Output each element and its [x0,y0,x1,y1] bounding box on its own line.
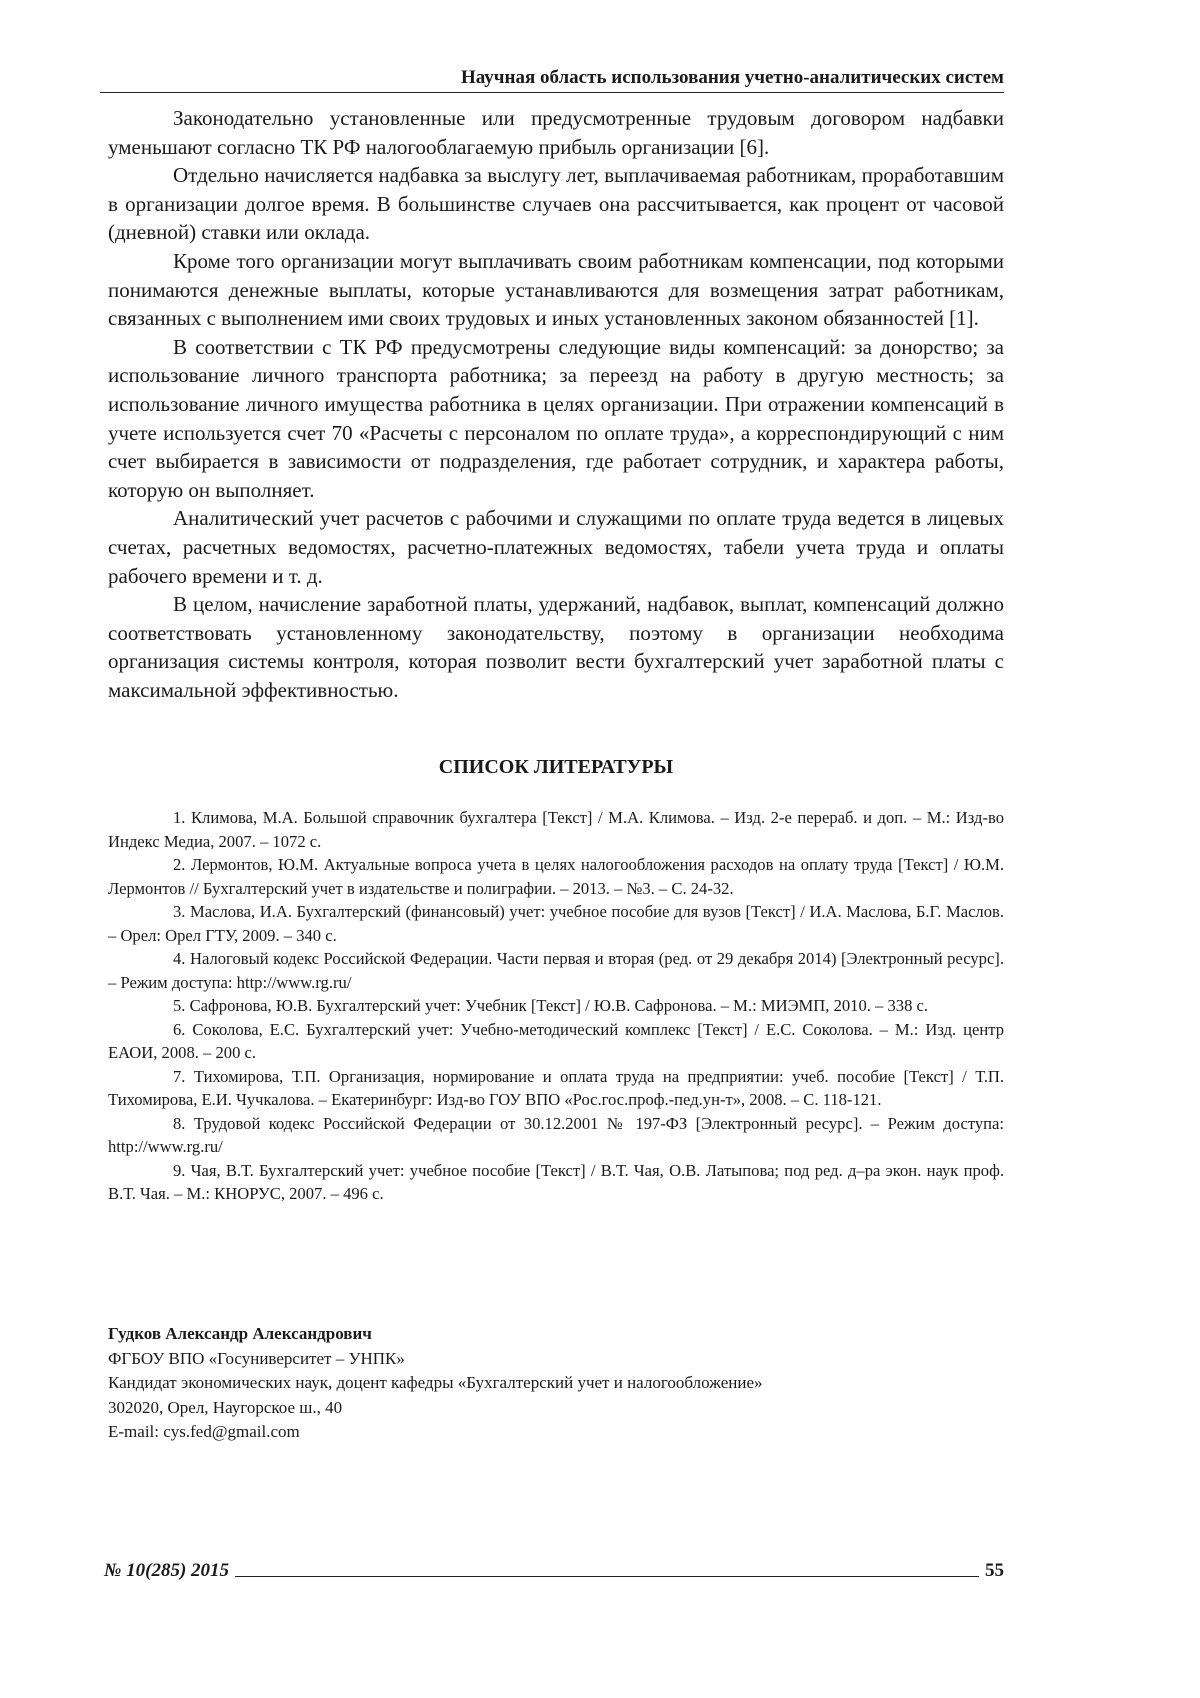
paragraph: Отдельно начисляется надбавка за выслугу лет, выплачиваемая работникам, проработавшим в организации долгое время. В большинстве случаев она рассчитывается, как процент от часовой (дневной) ставки или оклада. [108,161,1004,247]
page-number: 55 [985,1560,1004,1582]
reference-item: 6. Соколова, Е.С. Бухгалтерский учет: Учебно-методический комплекс [Текст] / Е.С. Соколова. – М.: Изд. центр ЕАОИ, 2008. – 200 с. [108,1018,1004,1065]
reference-item: 1. Климова, М.А. Большой справочник бухгалтера [Текст] / М.А. Климова. – Изд. 2-е перераб. и доп. – М.: Изд-во Индекс Медиа, 2007. – 1072 с. [108,806,1004,853]
author-email: E-mail: cys.fed@gmail.com [108,1420,763,1445]
reference-item: 8. Трудовой кодекс Российской Федерации от 30.12.2001 № 197-ФЗ [Электронный ресурс]. – Режим доступа: http://www.rg.ru/ [108,1112,1004,1159]
references-list [108,806,1004,1206]
author-address: 302020, Орел, Наугорское ш., 40 [108,1396,763,1421]
issue-number: № 10(285) 2015 [104,1560,229,1582]
reference-item: 7. Тихомирова, Т.П. Организация, нормирование и оплата труда на предприятии: учеб. пособие [Текст] / Т.П. Тихомирова, Е.И. Чучкалова. – Екатеринбург: Изд-во ГОУ ВПО «Рос.гос.проф.-пед.ун-т», 2008. – С. 118-121. [108,1065,1004,1112]
author-block [108,1322,763,1445]
paragraph: Законодательно установленные или предусмотренные трудовым договором надбавки уменьшают согласно ТК РФ налогооблагаемую прибыль организации [6]. [108,104,1004,161]
references-heading: СПИСОК ЛИТЕРАТУРЫ [108,756,1004,779]
paragraph: Аналитический учет расчетов с рабочими и служащими по оплате труда ведется в лицевых счетах, расчетных ведомостях, расчетно-платежных ведомостях, табели учета труда и оплаты рабочего времени и т. д. [108,504,1004,590]
author-org: ФГБОУ ВПО «Госуниверситет – УНПК» [108,1347,763,1372]
reference-item: 3. Маслова, И.А. Бухгалтерский (финансовый) учет: учебное пособие для вузов [Текст] / И.А. Маслова, Б.Г. Маслов. – Орел: Орел ГТУ, 2009. – 340 с. [108,900,1004,947]
running-header: Научная область использования учетно-аналитических систем [100,66,1004,93]
reference-item: 5. Сафронова, Ю.В. Бухгалтерский учет: Учебник [Текст] / Ю.В. Сафронова. – М.: МИЭМП, 2010. – 338 с. [108,994,1004,1018]
paragraph: Кроме того организации могут выплачивать своим работникам компенсации, под которыми понимаются денежные выплаты, которые устанавливаются для возмещения затрат работникам, связанных с выполнением ими своих трудовых и иных установленных законом обязанностей [1]. [108,247,1004,333]
author-position: Кандидат экономических наук, доцент кафедры «Бухгалтерский учет и налогообложение» [108,1371,763,1396]
page-footer [104,1560,1004,1582]
reference-item: 9. Чая, В.Т. Бухгалтерский учет: учебное пособие [Текст] / В.Т. Чая, О.В. Латыпова; под ред. д–ра экон. наук проф. В.Т. Чая. – М.: КНОРУС, 2007. – 496 с. [108,1159,1004,1206]
paragraph: В соответствии с ТК РФ предусмотрены следующие виды компенсаций: за донорство; за использование личного транспорта работника; за переезд на работу в другую местность; за использование личного имущества работника в целях организации. При отражении компенсаций в учете используется счет 70 «Расчеты с персоналом по оплате труда», а корреспондирующий с ним счет выбирается в зависимости от подразделения, где работает сотрудник, и характера работы, которую он выполняет. [108,333,1004,505]
footer-rule [235,1576,979,1577]
reference-item: 4. Налоговый кодекс Российской Федерации. Части первая и вторая (ред. от 29 декабря 2014) [Электронный ресурс]. – Режим доступа: http://www.rg.ru/ [108,947,1004,994]
author-name: Гудков Александр Александрович [108,1322,763,1347]
reference-item: 2. Лермонтов, Ю.М. Актуальные вопроса учета в целях налогообложения расходов на оплату труда [Текст] / Ю.М. Лермонтов // Бухгалтерский учет в издательстве и полиграфии. – 2013. – №3. – С. 24-32. [108,853,1004,900]
paragraph: В целом, начисление заработной платы, удержаний, надбавок, выплат, компенсаций должно соответствовать установленному законодательству, поэтому в организации необходима организация системы контроля, которая позволит вести бухгалтерский учет заработной платы с максимальной эффективностью. [108,590,1004,704]
article-body [108,104,1004,704]
